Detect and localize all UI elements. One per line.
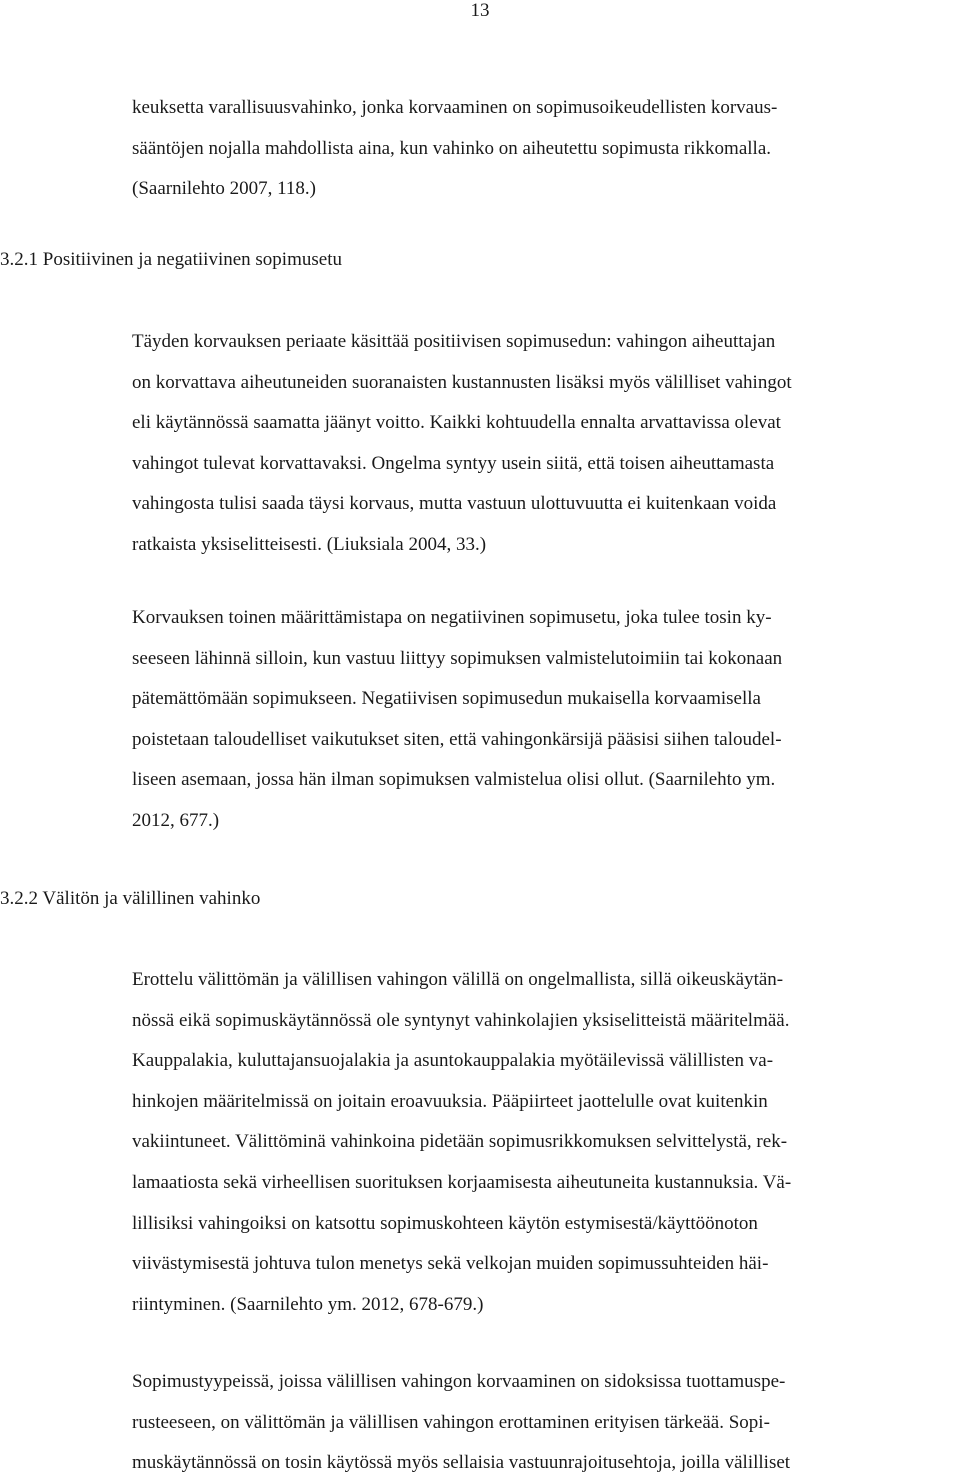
page-number: 13 (470, 0, 490, 21)
paragraph-negative-interest (132, 598, 960, 842)
text-line: vakiintuneet. Välittöminä vahinkoina pidetään sopimusrikkomuksen selvittelystä, rek- (132, 1131, 788, 1153)
paragraph-continuation (132, 88, 960, 210)
paragraph-contract-types (132, 1362, 960, 1484)
text-line: lillisiksi vahingoiksi on katsottu sopimuskohteen käytön estymisestä/käyttöönoton (132, 1212, 758, 1234)
paragraph-positive-interest (132, 322, 960, 566)
text-line: ratkaista yksiselitteisesti. (Liuksiala 2004, 33.) (132, 533, 487, 555)
text-line: vahingosta tulisi saada täysi korvaus, mutta vastuun ulottuvuutta ei kuitenkaan voida (132, 493, 777, 515)
text-line: seeseen lähinnä silloin, kun vastuu liittyy sopimuksen valmistelutoimiin tai kokonaan (132, 647, 783, 669)
text-line: Erottelu välittömän ja välillisen vahingon välillä on ongelmallista, sillä oikeuskäytän- (132, 969, 784, 990)
text-line: riintyminen. (Saarnilehto ym. 2012, 678-679.) (132, 1293, 484, 1315)
text-line: Kauppalakia, kuluttajansuojalakia ja asuntokauppalakia myötäilevissä välillisten va- (132, 1050, 774, 1072)
text-line: Täyden korvauksen periaate käsittää positiivisen sopimusedun: vahingon aiheuttajan (132, 331, 776, 352)
text-line: muskäytännössä on tosin käytössä myös sellaisia vastuunrajoitusehtoja, joilla välilliset (132, 1452, 791, 1474)
text-line: rusteeseen, on välittömän ja välillisen vahingon erottaminen erityisen tärkeää. Sopi- (132, 1411, 770, 1433)
text-line: keuksetta varallisuusvahinko, jonka korvaaminen on sopimusoikeudellisten korvaus- (132, 97, 778, 118)
text-line: on korvattava aiheutuneiden suoranaisten kustannusten lisäksi myös välilliset vahingot (132, 371, 792, 393)
text-line: Korvauksen toinen määrittämistapa on negatiivinen sopimusetu, joka tulee tosin ky- (132, 607, 772, 628)
text-line: eli käytännössä saamatta jäänyt voitto. Kaikki kohtuudella ennalta arvattavissa olevat (132, 412, 781, 434)
text-line: 2012, 677.) (132, 809, 220, 831)
text-line: hinkojen määritelmissä on joitain eroavuuksia. Pääpiirteet jaottelulle ovat kuitenkin (132, 1090, 768, 1112)
text-line: poistetaan taloudelliset vaikutukset siten, että vahingonkärsijä pääsisi siihen taloudel- (132, 728, 782, 750)
text-line: nössä eikä sopimuskäytännössä ole syntynyt vahinkolajien yksiselitteistä määritelmää. (132, 1009, 790, 1031)
text-line: viivästymisestä johtuva tulon menetys sekä velkojan muiden sopimussuhteiden häi- (132, 1253, 769, 1275)
paragraph-direct-indirect-damage (132, 960, 960, 1325)
text-line: vahingot tulevat korvattavaksi. Ongelma syntyy usein siitä, että toisen aiheuttamasta (132, 452, 775, 474)
section-heading-3-2-2: 3.2.2 Välitön ja välillinen vahinko (0, 888, 261, 909)
text-line: sääntöjen nojalla mahdollista aina, kun vahinko on aiheutettu sopimusta rikkomalla. (132, 137, 771, 159)
text-line: pätemättömään sopimukseen. Negatiivisen sopimusedun mukaisella korvaamisella (132, 688, 761, 710)
section-heading-3-2-1: 3.2.1 Positiivinen ja negatiivinen sopimusetu (0, 249, 342, 270)
text-line: (Saarnilehto 2007, 118.) (132, 178, 316, 199)
text-line: Sopimustyypeissä, joissa välillisen vahingon korvaaminen on sidoksissa tuottamuspe- (132, 1371, 786, 1392)
text-line: lamaatiosta sekä virheellisen suorituksen korjaamisesta aiheutuneita kustannuksia. Vä- (132, 1171, 792, 1193)
text-line: liseen asemaan, jossa hän ilman sopimuksen valmistelua olisi ollut. (Saarnilehto ym. (132, 769, 776, 791)
